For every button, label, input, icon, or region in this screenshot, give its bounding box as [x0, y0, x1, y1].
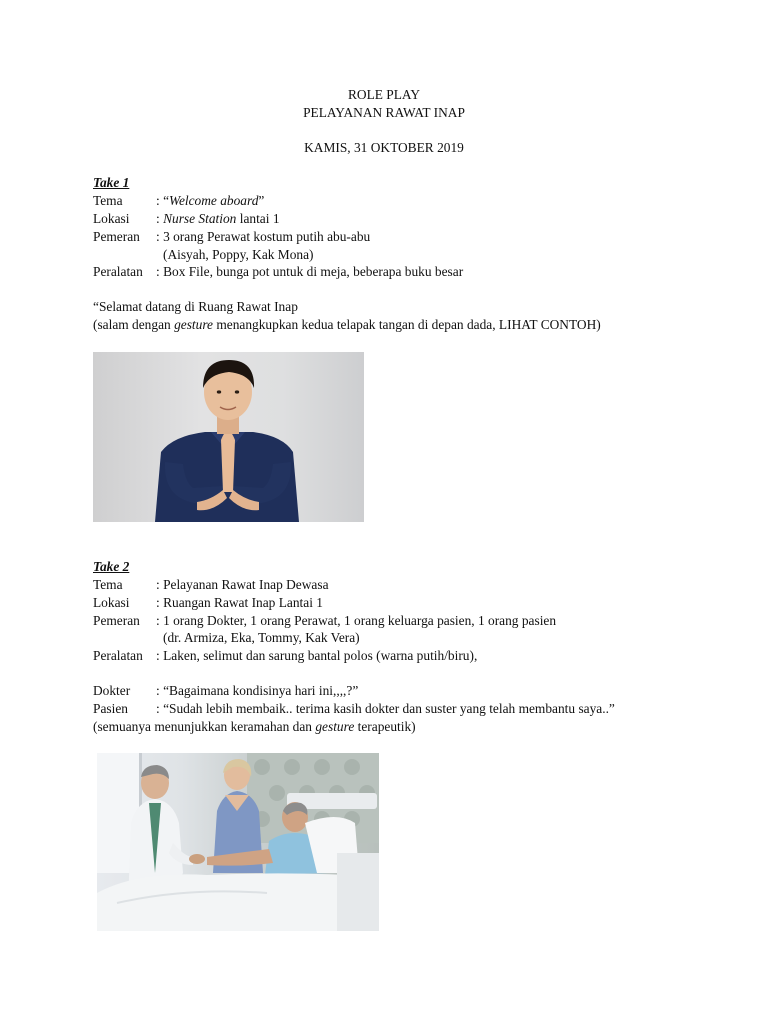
doc-title: ROLE PLAY: [347, 87, 421, 102]
take2-tema-row: [93, 576, 329, 594]
take1-tema-label: Tema: [93, 193, 123, 208]
take2-pasien-row: [93, 700, 615, 718]
take2-dokter-value: : “Bagaimana kondisinya hari ini,,,,?”: [156, 683, 359, 698]
take2-tema-value: : Pelayanan Rawat Inap Dewasa: [156, 577, 329, 592]
take1-tema-pre: : “: [156, 193, 170, 208]
take2-peralatan-value: : Laken, selimut dan sarung bantal polos (warna putih/biru),: [156, 648, 478, 663]
take1-pemeran-value: : 3 orang Perawat kostum putih abu-abu: [156, 229, 371, 244]
take2-pasien-label: Pasien: [93, 701, 128, 716]
photo-namaste-gesture: [93, 352, 364, 522]
take1-lokasi-post: lantai 1: [236, 211, 280, 226]
take2-note-pre: (semuanya menunjukkan keramahan dan: [93, 719, 316, 734]
take1-note: [93, 316, 601, 334]
take2-lokasi-label: Lokasi: [93, 595, 130, 610]
take2-lokasi-row: [93, 594, 323, 612]
take1-pemeran-names: (Aisyah, Poppy, Kak Mona): [163, 247, 314, 262]
take1-note-post: menangkupkan kedua telapak tangan di depan dada, LIHAT CONTOH): [213, 317, 601, 332]
doc-subtitle: PELAYANAN RAWAT INAP: [303, 105, 465, 120]
take2-peralatan-label: Peralatan: [93, 648, 143, 663]
take2-dokter-label: Dokter: [93, 683, 131, 698]
take2-pemeran-names: (dr. Armiza, Eka, Tommy, Kak Vera): [163, 630, 360, 645]
take2-pemeran-label: Pemeran: [93, 613, 140, 628]
take1-tema-row: [93, 192, 264, 210]
take2-peralatan-row: [93, 647, 477, 665]
take1-note-italic: gesture: [174, 317, 213, 332]
take2-tema-label: Tema: [93, 577, 123, 592]
take1-lokasi-pre: :: [156, 211, 164, 226]
hospital-illustration: [97, 753, 379, 931]
take1-heading: Take 1: [93, 175, 130, 190]
take2-note-post: terapeutik): [354, 719, 416, 734]
take1-lokasi-label: Lokasi: [93, 211, 130, 226]
take2-dokter-row: [93, 682, 358, 700]
take2-lokasi-value: : Ruangan Rawat Inap Lantai 1: [156, 595, 323, 610]
take2-heading: Take 2: [93, 559, 130, 574]
take1-greeting: “Selamat datang di Ruang Rawat Inap: [93, 299, 298, 314]
take1-peralatan-row: [93, 263, 463, 281]
take1-pemeran-label: Pemeran: [93, 229, 140, 244]
take1-lokasi-row: [93, 210, 280, 228]
take2-note: [93, 718, 416, 736]
photo-hospital-ward: [97, 753, 379, 931]
take2-pemeran-value: : 1 orang Dokter, 1 orang Perawat, 1 orang keluarga pasien, 1 orang pasien: [156, 613, 557, 628]
take1-peralatan-label: Peralatan: [93, 264, 143, 279]
namaste-illustration: [93, 352, 364, 522]
take2-pemeran-row: [93, 612, 556, 630]
take2-note-italic: gesture: [315, 719, 355, 734]
take1-pemeran-row: [93, 228, 370, 246]
take1-tema-italic: Welcome aboard: [169, 193, 259, 208]
doc-date: KAMIS, 31 OKTOBER 2019: [304, 140, 464, 155]
take1-peralatan-value: : Box File, bunga pot untuk di meja, beberapa buku besar: [156, 264, 464, 279]
take1-lokasi-italic: Nurse Station: [163, 211, 237, 226]
take1-tema-post: ”: [258, 193, 265, 208]
take2-pasien-value: : “Sudah lebih membaik.. terima kasih dokter dan suster yang telah membantu saya..”: [156, 701, 615, 716]
take1-note-pre: (salam dengan: [93, 317, 175, 332]
